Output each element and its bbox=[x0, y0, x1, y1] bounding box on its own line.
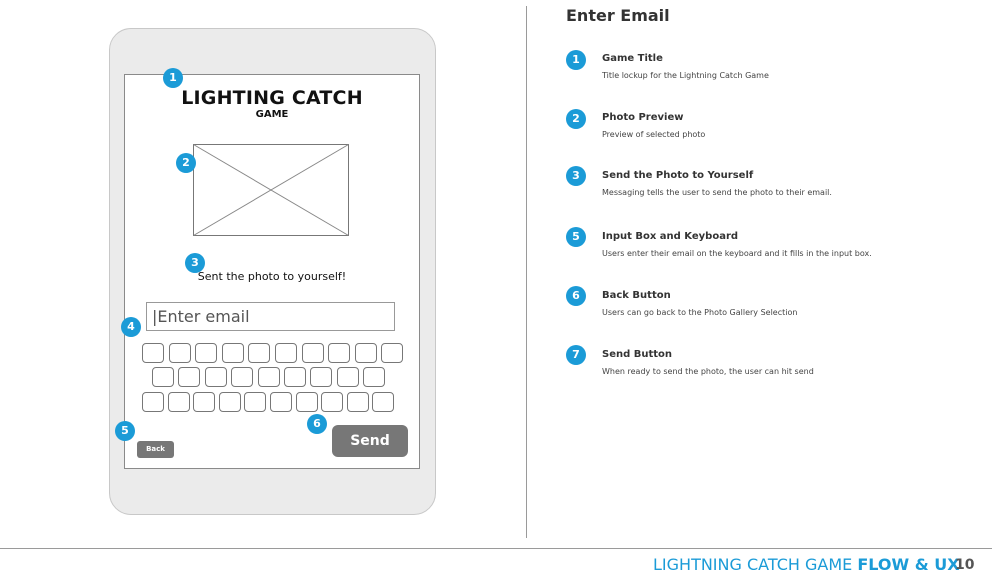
keyboard-key[interactable] bbox=[248, 343, 270, 363]
footer-title bbox=[653, 555, 960, 574]
game-title: LIGHTING CATCH bbox=[181, 87, 363, 109]
footer-divider bbox=[0, 548, 992, 549]
keyboard-key[interactable] bbox=[152, 367, 174, 387]
keyboard-key[interactable] bbox=[142, 392, 164, 412]
keyboard-key[interactable] bbox=[337, 367, 359, 387]
send-button[interactable]: Send bbox=[332, 425, 408, 457]
keyboard-key[interactable] bbox=[270, 392, 292, 412]
keyboard-key[interactable] bbox=[355, 343, 377, 363]
legend-number-badge: 5 bbox=[566, 227, 586, 247]
back-button[interactable]: Back bbox=[137, 441, 174, 458]
annotation-badge: 1 bbox=[163, 68, 183, 88]
legend-item-title: Photo Preview bbox=[602, 112, 684, 123]
keyboard-key[interactable] bbox=[258, 367, 280, 387]
photo-preview bbox=[193, 144, 349, 236]
footer-title-regular: LIGHTNING CATCH GAME bbox=[653, 555, 858, 574]
legend-number-badge: 3 bbox=[566, 166, 586, 186]
legend-number-badge: 7 bbox=[566, 345, 586, 365]
legend-item-title: Input Box and Keyboard bbox=[602, 231, 739, 242]
annotation-badge: 4 bbox=[121, 317, 141, 337]
keyboard-key[interactable] bbox=[205, 367, 227, 387]
legend-item-description: Preview of selected photo bbox=[602, 130, 706, 139]
keyboard-key[interactable] bbox=[195, 343, 217, 363]
keyboard-key[interactable] bbox=[178, 367, 200, 387]
keyboard-key[interactable] bbox=[142, 343, 164, 363]
page-number: 10 bbox=[955, 557, 975, 573]
keyboard-key[interactable] bbox=[168, 392, 190, 412]
legend-number-badge: 6 bbox=[566, 286, 586, 306]
legend-number-badge: 2 bbox=[566, 109, 586, 129]
footer-title-bold: FLOW & UX bbox=[857, 555, 960, 574]
annotation-badge: 2 bbox=[176, 153, 196, 173]
legend-item-title: Back Button bbox=[602, 290, 671, 301]
legend-item-description: Users enter their email on the keyboard and it fills in the input box. bbox=[602, 249, 872, 258]
legend-item-title: Send Button bbox=[602, 349, 673, 360]
keyboard-key[interactable] bbox=[244, 392, 266, 412]
legend-item-description: Messaging tells the user to send the photo to their email. bbox=[602, 188, 832, 197]
keyboard-key[interactable] bbox=[347, 392, 369, 412]
keyboard-key[interactable] bbox=[302, 343, 324, 363]
vertical-divider bbox=[526, 6, 527, 538]
keyboard-key[interactable] bbox=[169, 343, 191, 363]
keyboard-key[interactable] bbox=[222, 343, 244, 363]
email-input[interactable]: |Enter email bbox=[146, 302, 395, 331]
keyboard-key[interactable] bbox=[328, 343, 350, 363]
keyboard-key[interactable] bbox=[275, 343, 297, 363]
keyboard-key[interactable] bbox=[321, 392, 343, 412]
panel-heading: Enter Email bbox=[566, 6, 670, 25]
sent-message: Sent the photo to yourself! bbox=[197, 270, 347, 283]
annotation-badge: 6 bbox=[307, 414, 327, 434]
keyboard-key[interactable] bbox=[231, 367, 253, 387]
game-subtitle: GAME bbox=[255, 109, 289, 120]
legend-item-title: Game Title bbox=[602, 53, 663, 64]
keyboard-key[interactable] bbox=[381, 343, 403, 363]
legend-item-description: Title lockup for the Lightning Catch Game bbox=[602, 71, 769, 80]
keyboard-key[interactable] bbox=[372, 392, 394, 412]
annotation-badge: 5 bbox=[115, 421, 135, 441]
keyboard-key[interactable] bbox=[193, 392, 215, 412]
keyboard-key[interactable] bbox=[284, 367, 306, 387]
keyboard-key[interactable] bbox=[310, 367, 332, 387]
legend-item-description: When ready to send the photo, the user can hit send bbox=[602, 367, 814, 376]
legend-number-badge: 1 bbox=[566, 50, 586, 70]
legend-item-description: Users can go back to the Photo Gallery Selection bbox=[602, 308, 798, 317]
keyboard-key[interactable] bbox=[363, 367, 385, 387]
keyboard-key[interactable] bbox=[219, 392, 241, 412]
keyboard-key[interactable] bbox=[296, 392, 318, 412]
annotation-badge: 3 bbox=[185, 253, 205, 273]
legend-item-title: Send the Photo to Yourself bbox=[602, 170, 754, 181]
